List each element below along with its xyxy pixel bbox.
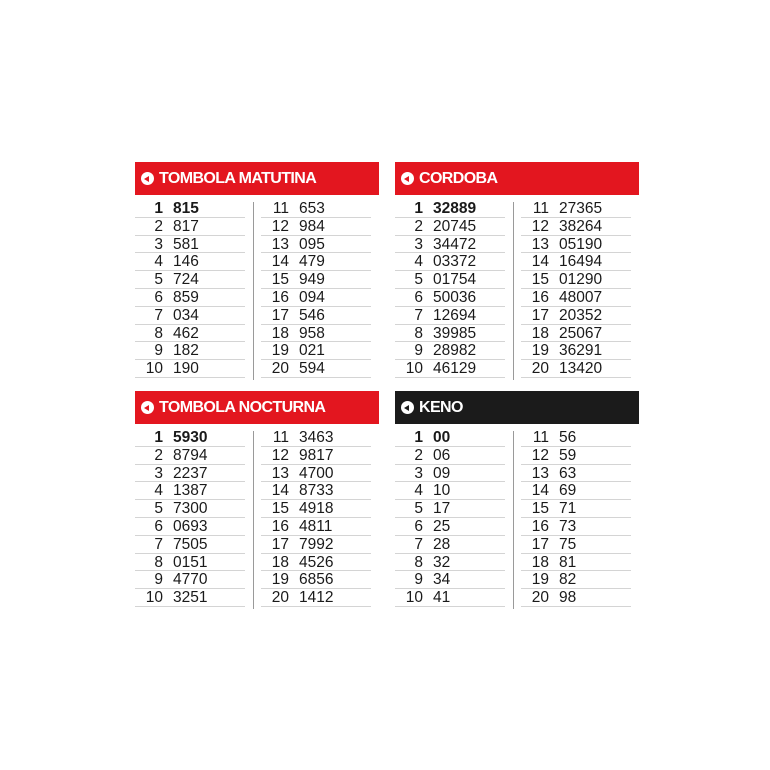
result-row bbox=[395, 342, 505, 360]
result-row bbox=[395, 429, 505, 447]
result-row bbox=[521, 307, 631, 325]
result-number: 4811 bbox=[299, 517, 333, 535]
result-number: 815 bbox=[173, 200, 199, 217]
result-number: 1387 bbox=[173, 482, 208, 500]
result-number: 06 bbox=[433, 446, 451, 464]
result-number: 3251 bbox=[173, 589, 208, 607]
result-position: 8 bbox=[154, 553, 163, 571]
result-position: 12 bbox=[271, 217, 289, 235]
result-position: 9 bbox=[154, 571, 163, 589]
result-row bbox=[395, 500, 505, 518]
result-position: 5 bbox=[414, 271, 423, 289]
results-table bbox=[395, 429, 639, 611]
column-divider bbox=[513, 431, 514, 609]
result-position: 10 bbox=[405, 360, 423, 378]
result-position: 2 bbox=[414, 446, 423, 464]
result-row bbox=[261, 218, 371, 236]
result-number: 0151 bbox=[173, 553, 208, 571]
result-number: 75 bbox=[559, 535, 577, 553]
result-row bbox=[395, 554, 505, 572]
result-row bbox=[261, 289, 371, 307]
result-row bbox=[135, 360, 245, 378]
result-row bbox=[395, 325, 505, 343]
result-row bbox=[521, 482, 631, 500]
result-position: 17 bbox=[271, 306, 289, 324]
result-row bbox=[135, 307, 245, 325]
result-row bbox=[521, 589, 631, 607]
result-position: 5 bbox=[414, 500, 423, 518]
result-position: 18 bbox=[271, 324, 289, 342]
result-number: 4700 bbox=[299, 464, 334, 482]
column-divider bbox=[253, 431, 254, 609]
result-position: 14 bbox=[531, 482, 549, 500]
result-position: 10 bbox=[405, 589, 423, 607]
result-row bbox=[521, 325, 631, 343]
result-row bbox=[261, 465, 371, 483]
result-position: 13 bbox=[531, 235, 549, 253]
result-number: 2237 bbox=[173, 464, 208, 482]
result-row bbox=[261, 236, 371, 254]
result-row bbox=[135, 518, 245, 536]
result-position: 20 bbox=[531, 589, 549, 607]
result-position: 3 bbox=[154, 464, 163, 482]
result-row bbox=[395, 447, 505, 465]
results-column-left bbox=[395, 429, 505, 607]
result-position: 8 bbox=[414, 553, 423, 571]
result-position: 7 bbox=[414, 306, 423, 324]
result-number: 021 bbox=[299, 342, 325, 360]
result-number: 00 bbox=[433, 429, 451, 446]
result-position: 12 bbox=[271, 446, 289, 464]
result-position: 6 bbox=[414, 517, 423, 535]
result-number: 190 bbox=[173, 360, 199, 378]
result-number: 4526 bbox=[299, 553, 334, 571]
result-number: 20745 bbox=[433, 217, 477, 235]
result-number: 63 bbox=[559, 464, 577, 482]
result-number: 958 bbox=[299, 324, 325, 342]
result-position: 14 bbox=[271, 482, 289, 500]
result-row bbox=[261, 342, 371, 360]
result-number: 81 bbox=[559, 553, 577, 571]
result-row bbox=[521, 342, 631, 360]
result-number: 03372 bbox=[433, 253, 477, 271]
result-row bbox=[261, 429, 371, 447]
arrow-left-circle-icon bbox=[141, 401, 154, 414]
panel-keno bbox=[395, 391, 639, 611]
result-row bbox=[395, 271, 505, 289]
result-number: 82 bbox=[559, 571, 577, 589]
result-number: 8733 bbox=[299, 482, 334, 500]
result-number: 39985 bbox=[433, 324, 477, 342]
result-number: 594 bbox=[299, 360, 325, 378]
result-number: 7992 bbox=[299, 535, 334, 553]
result-position: 1 bbox=[414, 429, 423, 446]
results-table bbox=[395, 200, 639, 382]
result-number: 034 bbox=[173, 306, 199, 324]
result-row bbox=[395, 571, 505, 589]
result-row bbox=[135, 589, 245, 607]
result-row bbox=[135, 554, 245, 572]
result-row bbox=[521, 554, 631, 572]
panel-title: TOMBOLA NOCTURNA bbox=[159, 398, 326, 416]
result-position: 9 bbox=[414, 342, 423, 360]
result-row bbox=[261, 253, 371, 271]
result-row bbox=[135, 536, 245, 554]
result-position: 2 bbox=[154, 446, 163, 464]
panel-tombola-matutina bbox=[135, 162, 379, 382]
arrow-left-circle-icon bbox=[401, 401, 414, 414]
results-column-left bbox=[135, 429, 245, 607]
result-number: 01754 bbox=[433, 271, 477, 289]
result-number: 7505 bbox=[173, 535, 208, 553]
result-row bbox=[261, 307, 371, 325]
result-number: 20352 bbox=[559, 306, 603, 324]
result-position: 3 bbox=[154, 235, 163, 253]
result-row bbox=[521, 271, 631, 289]
result-number: 34 bbox=[433, 571, 451, 589]
result-position: 20 bbox=[271, 360, 289, 378]
result-row bbox=[261, 360, 371, 378]
result-position: 12 bbox=[531, 217, 549, 235]
result-row bbox=[261, 447, 371, 465]
result-position: 5 bbox=[154, 271, 163, 289]
result-number: 25 bbox=[433, 517, 451, 535]
result-position: 16 bbox=[531, 288, 549, 306]
result-number: 949 bbox=[299, 271, 325, 289]
result-number: 653 bbox=[299, 200, 325, 217]
result-row bbox=[395, 236, 505, 254]
result-position: 16 bbox=[271, 517, 289, 535]
result-row bbox=[135, 429, 245, 447]
result-row bbox=[261, 571, 371, 589]
panel-tombola-nocturna bbox=[135, 391, 379, 611]
result-row bbox=[521, 429, 631, 447]
result-row bbox=[261, 589, 371, 607]
result-position: 14 bbox=[271, 253, 289, 271]
result-position: 12 bbox=[531, 446, 549, 464]
result-number: 3463 bbox=[299, 429, 334, 446]
result-position: 8 bbox=[154, 324, 163, 342]
result-number: 4770 bbox=[173, 571, 208, 589]
result-row bbox=[521, 360, 631, 378]
result-number: 73 bbox=[559, 517, 577, 535]
result-position: 13 bbox=[271, 464, 289, 482]
results-column-left bbox=[135, 200, 245, 378]
result-number: 69 bbox=[559, 482, 577, 500]
result-row bbox=[395, 518, 505, 536]
result-row bbox=[135, 271, 245, 289]
result-number: 28 bbox=[433, 535, 451, 553]
result-position: 1 bbox=[154, 429, 163, 446]
result-position: 17 bbox=[271, 535, 289, 553]
result-position: 7 bbox=[154, 535, 163, 553]
panel-header-cordoba bbox=[395, 162, 639, 195]
result-row bbox=[521, 500, 631, 518]
result-number: 182 bbox=[173, 342, 199, 360]
result-position: 6 bbox=[154, 288, 163, 306]
result-row bbox=[135, 500, 245, 518]
result-number: 34472 bbox=[433, 235, 477, 253]
result-number: 479 bbox=[299, 253, 325, 271]
panel-title: TOMBOLA MATUTINA bbox=[159, 169, 317, 187]
result-number: 27365 bbox=[559, 200, 603, 217]
result-row bbox=[395, 536, 505, 554]
result-position: 1 bbox=[414, 200, 423, 217]
result-row bbox=[135, 325, 245, 343]
results-table bbox=[135, 429, 379, 611]
result-position: 4 bbox=[154, 253, 163, 271]
result-number: 859 bbox=[173, 288, 199, 306]
result-row bbox=[395, 307, 505, 325]
result-row bbox=[395, 465, 505, 483]
result-position: 15 bbox=[271, 271, 289, 289]
result-row bbox=[521, 465, 631, 483]
result-number: 59 bbox=[559, 446, 577, 464]
result-number: 13420 bbox=[559, 360, 603, 378]
result-number: 48007 bbox=[559, 288, 603, 306]
result-position: 13 bbox=[271, 235, 289, 253]
result-position: 3 bbox=[414, 464, 423, 482]
result-position: 19 bbox=[531, 571, 549, 589]
result-position: 14 bbox=[531, 253, 549, 271]
result-row bbox=[135, 447, 245, 465]
result-row bbox=[261, 518, 371, 536]
result-number: 7300 bbox=[173, 500, 208, 518]
result-position: 11 bbox=[272, 429, 289, 446]
result-position: 6 bbox=[414, 288, 423, 306]
arrow-left-circle-icon bbox=[141, 172, 154, 185]
result-position: 2 bbox=[154, 217, 163, 235]
result-position: 11 bbox=[532, 200, 549, 217]
result-row bbox=[135, 571, 245, 589]
result-row bbox=[395, 218, 505, 236]
result-number: 12694 bbox=[433, 306, 477, 324]
result-position: 17 bbox=[531, 306, 549, 324]
result-position: 18 bbox=[531, 324, 549, 342]
results-column-right bbox=[521, 429, 631, 607]
result-position: 7 bbox=[414, 535, 423, 553]
result-number: 41 bbox=[433, 589, 451, 607]
result-position: 5 bbox=[154, 500, 163, 518]
result-position: 7 bbox=[154, 306, 163, 324]
result-position: 2 bbox=[414, 217, 423, 235]
result-row bbox=[135, 465, 245, 483]
result-number: 32 bbox=[433, 553, 451, 571]
result-position: 4 bbox=[414, 482, 423, 500]
result-number: 094 bbox=[299, 288, 325, 306]
result-row bbox=[521, 447, 631, 465]
result-position: 17 bbox=[531, 535, 549, 553]
panel-header-tombola-matutina bbox=[135, 162, 379, 195]
result-number: 98 bbox=[559, 589, 577, 607]
result-row bbox=[135, 342, 245, 360]
result-position: 15 bbox=[531, 271, 549, 289]
result-row bbox=[135, 289, 245, 307]
result-row bbox=[521, 253, 631, 271]
result-row bbox=[395, 253, 505, 271]
result-position: 19 bbox=[271, 571, 289, 589]
result-position: 11 bbox=[532, 429, 549, 446]
result-row bbox=[395, 289, 505, 307]
result-row bbox=[135, 200, 245, 218]
arrow-left-circle-icon bbox=[401, 172, 414, 185]
result-position: 10 bbox=[145, 589, 163, 607]
result-number: 1412 bbox=[299, 589, 334, 607]
result-position: 18 bbox=[531, 553, 549, 571]
result-row bbox=[521, 536, 631, 554]
result-position: 15 bbox=[531, 500, 549, 518]
result-number: 0693 bbox=[173, 517, 208, 535]
result-number: 817 bbox=[173, 217, 199, 235]
result-number: 36291 bbox=[559, 342, 603, 360]
result-number: 05190 bbox=[559, 235, 603, 253]
result-number: 56 bbox=[559, 429, 577, 446]
results-column-left bbox=[395, 200, 505, 378]
result-position: 6 bbox=[154, 517, 163, 535]
result-number: 32889 bbox=[433, 200, 477, 217]
result-number: 462 bbox=[173, 324, 199, 342]
result-row bbox=[395, 200, 505, 218]
result-position: 4 bbox=[154, 482, 163, 500]
result-number: 8794 bbox=[173, 446, 208, 464]
result-number: 50036 bbox=[433, 288, 477, 306]
result-position: 11 bbox=[272, 200, 289, 217]
result-number: 6856 bbox=[299, 571, 334, 589]
result-position: 20 bbox=[531, 360, 549, 378]
result-row bbox=[521, 571, 631, 589]
result-position: 20 bbox=[271, 589, 289, 607]
result-number: 984 bbox=[299, 217, 325, 235]
result-number: 581 bbox=[173, 235, 199, 253]
panel-title: KENO bbox=[419, 398, 463, 416]
result-number: 71 bbox=[559, 500, 577, 518]
result-position: 16 bbox=[531, 517, 549, 535]
result-row bbox=[521, 289, 631, 307]
result-row bbox=[135, 218, 245, 236]
result-number: 01290 bbox=[559, 271, 603, 289]
result-row bbox=[135, 253, 245, 271]
result-row bbox=[521, 518, 631, 536]
result-row bbox=[135, 236, 245, 254]
result-position: 10 bbox=[145, 360, 163, 378]
result-number: 25067 bbox=[559, 324, 603, 342]
result-position: 1 bbox=[154, 200, 163, 217]
result-number: 4918 bbox=[299, 500, 334, 518]
result-position: 9 bbox=[154, 342, 163, 360]
result-row bbox=[395, 482, 505, 500]
result-position: 3 bbox=[414, 235, 423, 253]
result-position: 18 bbox=[271, 553, 289, 571]
results-column-right bbox=[261, 200, 371, 378]
result-number: 09 bbox=[433, 464, 451, 482]
result-row bbox=[135, 482, 245, 500]
result-row bbox=[261, 554, 371, 572]
result-number: 546 bbox=[299, 306, 325, 324]
result-row bbox=[261, 482, 371, 500]
result-position: 4 bbox=[414, 253, 423, 271]
result-position: 15 bbox=[271, 500, 289, 518]
result-number: 46129 bbox=[433, 360, 477, 378]
result-number: 10 bbox=[433, 482, 451, 500]
results-column-right bbox=[521, 200, 631, 378]
result-row bbox=[521, 200, 631, 218]
result-number: 5930 bbox=[173, 429, 208, 446]
column-divider bbox=[513, 202, 514, 380]
result-row bbox=[261, 200, 371, 218]
column-divider bbox=[253, 202, 254, 380]
result-position: 8 bbox=[414, 324, 423, 342]
result-row bbox=[261, 500, 371, 518]
result-number: 9817 bbox=[299, 446, 334, 464]
result-number: 146 bbox=[173, 253, 199, 271]
result-row bbox=[395, 360, 505, 378]
panel-header-tombola-nocturna bbox=[135, 391, 379, 424]
result-row bbox=[261, 325, 371, 343]
result-number: 17 bbox=[433, 500, 451, 518]
result-number: 724 bbox=[173, 271, 199, 289]
result-row bbox=[261, 271, 371, 289]
result-row bbox=[261, 536, 371, 554]
panel-title: CORDOBA bbox=[419, 169, 498, 187]
result-position: 19 bbox=[531, 342, 549, 360]
result-number: 095 bbox=[299, 235, 325, 253]
panel-header-keno bbox=[395, 391, 639, 424]
result-number: 28982 bbox=[433, 342, 477, 360]
result-position: 13 bbox=[531, 464, 549, 482]
result-position: 9 bbox=[414, 571, 423, 589]
results-table bbox=[135, 200, 379, 382]
result-position: 16 bbox=[271, 288, 289, 306]
result-row bbox=[521, 218, 631, 236]
panel-cordoba bbox=[395, 162, 639, 382]
result-row bbox=[395, 589, 505, 607]
result-number: 16494 bbox=[559, 253, 603, 271]
result-number: 38264 bbox=[559, 217, 603, 235]
result-position: 19 bbox=[271, 342, 289, 360]
result-row bbox=[521, 236, 631, 254]
results-column-right bbox=[261, 429, 371, 607]
